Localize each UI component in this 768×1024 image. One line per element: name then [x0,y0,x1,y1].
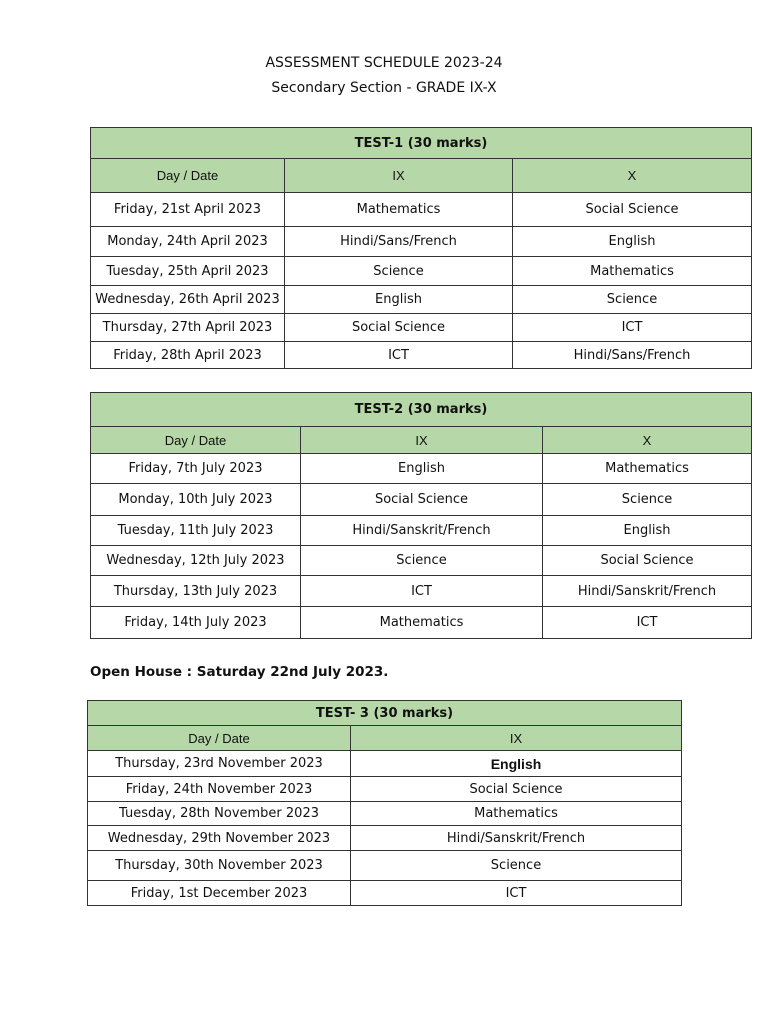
subject-cell-ix: Mathematics [285,193,513,227]
table-row [88,851,682,881]
test2-caption: TEST-2 (30 marks) [91,393,752,427]
subject-cell-x: Social Science [513,193,752,227]
table-row [91,286,752,314]
table-row [91,454,752,484]
subject-cell-ix: Hindi/Sans/French [285,227,513,257]
table-row [88,802,682,826]
date-cell: Friday, 24th November 2023 [88,777,351,802]
date-cell: Monday, 24th April 2023 [91,227,285,257]
subject-cell-x: Mathematics [543,454,752,484]
date-cell: Thursday, 30th November 2023 [88,851,351,881]
date-cell: Tuesday, 28th November 2023 [88,802,351,826]
subject-cell-ix: ICT [285,342,513,369]
test3-table [87,700,682,906]
date-cell: Thursday, 23rd November 2023 [88,751,351,777]
subject-cell-x: Hindi/Sans/French [513,342,752,369]
test1-table [90,127,752,369]
subject-cell-x: Mathematics [513,257,752,286]
date-cell: Wednesday, 26th April 2023 [91,286,285,314]
subject-cell-ix: Social Science [351,777,682,802]
date-cell: Tuesday, 11th July 2023 [91,516,301,546]
open-house-note: Open House : Saturday 22nd July 2023. [90,664,389,680]
column-header-x: X [543,427,752,454]
date-cell: Friday, 28th April 2023 [91,342,285,369]
page-subtitle: Secondary Section - GRADE IX-X [271,80,497,96]
table-row [88,881,682,906]
test3-caption: TEST- 3 (30 marks) [88,701,682,726]
column-header-date: Day / Date [88,726,351,751]
subject-cell-ix: Mathematics [301,607,543,639]
subject-cell-ix: Science [285,257,513,286]
subject-cell-ix: ICT [301,576,543,607]
subject-cell-ix: Science [351,851,682,881]
subject-cell-ix: Mathematics [351,802,682,826]
subject-cell-ix: Science [301,546,543,576]
date-cell: Wednesday, 29th November 2023 [88,826,351,851]
subject-cell-ix: English [301,454,543,484]
subject-cell-ix: Social Science [285,314,513,342]
test2-table [90,392,752,639]
column-header-ix: IX [351,726,682,751]
subject-cell-ix: ICT [351,881,682,906]
table-row [91,607,752,639]
table-row [91,546,752,576]
table-row [88,751,682,777]
subject-cell-ix: Social Science [301,484,543,516]
date-cell: Wednesday, 12th July 2023 [91,546,301,576]
subject-cell-ix: English [285,286,513,314]
table-row [91,314,752,342]
column-header-date: Day / Date [91,427,301,454]
subject-cell-x: Hindi/Sanskrit/French [543,576,752,607]
column-header-ix: IX [285,159,513,193]
subject-cell-x: Science [543,484,752,516]
table-row [91,516,752,546]
date-cell: Thursday, 27th April 2023 [91,314,285,342]
subject-cell-ix: Hindi/Sanskrit/French [301,516,543,546]
date-cell: Friday, 7th July 2023 [91,454,301,484]
subject-cell-x: Social Science [543,546,752,576]
date-cell: Friday, 1st December 2023 [88,881,351,906]
subject-cell-x: Science [513,286,752,314]
column-header-x: X [513,159,752,193]
table-row [91,227,752,257]
subject-cell-x: English [543,516,752,546]
subject-cell-ix: Hindi/Sanskrit/French [351,826,682,851]
table-row [91,193,752,227]
table-row [91,484,752,516]
table-row [91,576,752,607]
test1-caption: TEST-1 (30 marks) [91,128,752,159]
table-row [91,257,752,286]
date-cell: Monday, 10th July 2023 [91,484,301,516]
table-row [88,826,682,851]
subject-cell-ix: English [351,751,682,777]
page-title: ASSESSMENT SCHEDULE 2023-24 [265,55,503,71]
column-header-date: Day / Date [91,159,285,193]
date-cell: Tuesday, 25th April 2023 [91,257,285,286]
date-cell: Thursday, 13th July 2023 [91,576,301,607]
table-row [88,777,682,802]
date-cell: Friday, 14th July 2023 [91,607,301,639]
column-header-ix: IX [301,427,543,454]
subject-cell-x: ICT [543,607,752,639]
date-cell: Friday, 21st April 2023 [91,193,285,227]
subject-cell-x: English [513,227,752,257]
table-row [91,342,752,369]
subject-cell-x: ICT [513,314,752,342]
